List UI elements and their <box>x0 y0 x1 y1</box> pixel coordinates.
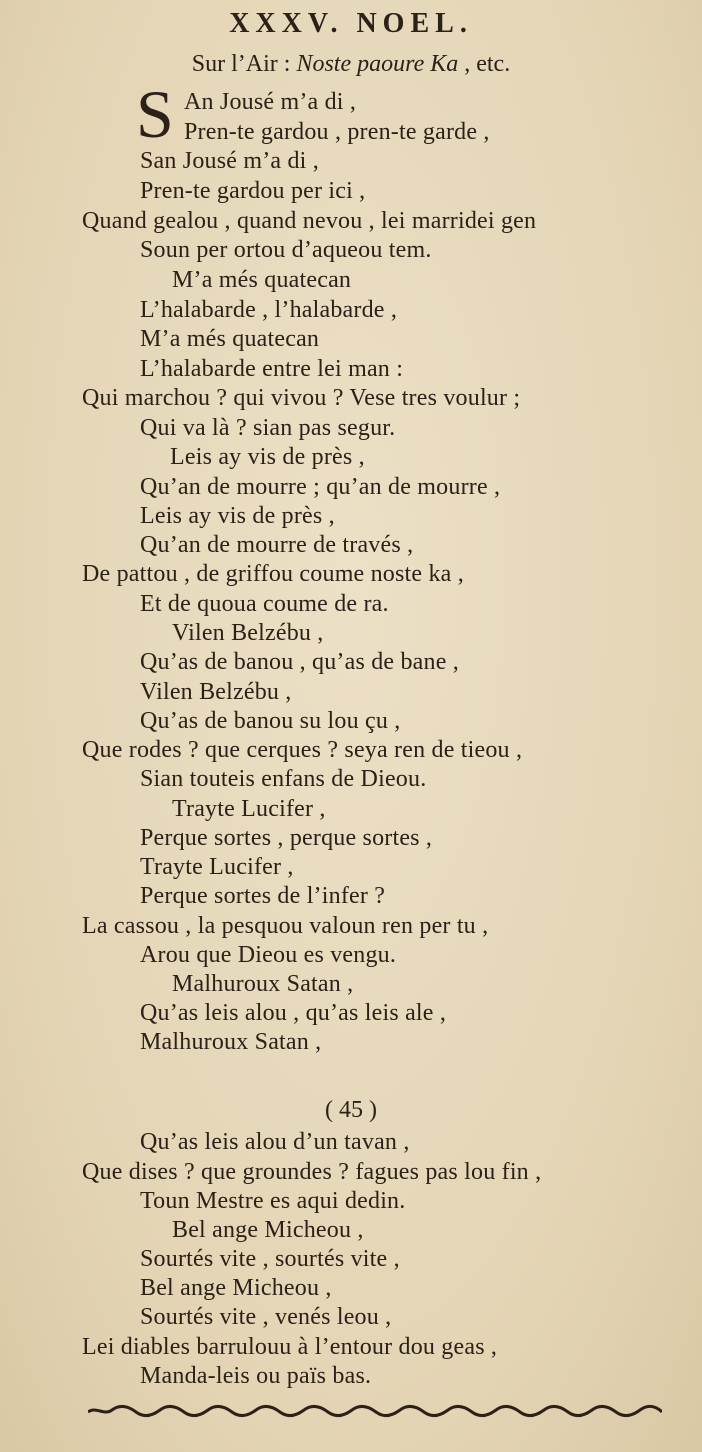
verse-line: De pattou , de griffou coume noste ka , <box>82 561 464 587</box>
verse-line: An Jousé m’a di , <box>184 89 357 115</box>
page-number: ( 45 ) <box>325 1097 377 1123</box>
verse-line: Pren-te gardou , pren-te garde , <box>184 119 490 145</box>
verse-line: San Jousé m’a di , <box>140 148 319 174</box>
verse-line: Qu’as leis alou d’un tavan , <box>140 1129 410 1155</box>
verse-line: Trayte Lucifer , <box>140 854 294 880</box>
verse-line: L’halabarde entre lei man : <box>140 356 404 382</box>
tune-suffix: , etc. <box>458 51 511 77</box>
verse-line: Soun per ortou d’aqueou tem. <box>140 237 432 263</box>
verse-line: Que dises ? que groundes ? fagues pas lou fin , <box>82 1159 542 1185</box>
verse-line: Sian touteis enfans de Dieou. <box>140 766 427 792</box>
verse-line: Qu’as de banou su lou çu , <box>140 708 401 734</box>
verse-line: Qui marchou ? qui vivou ? Vese tres voulur ; <box>82 385 521 411</box>
verse-line: Trayte Lucifer , <box>172 796 326 822</box>
verse-line: Malhuroux Satan , <box>172 971 354 997</box>
verse-line: Qui va là ? sian pas segur. <box>140 415 396 441</box>
verse-line: Sourtés vite , venés leou , <box>140 1304 392 1330</box>
verse-line: Quand gealou , quand nevou , lei marridei gen <box>82 208 537 234</box>
verse-line: Perque sortes de l’infer ? <box>140 883 386 909</box>
verse-line: Bel ange Micheou , <box>172 1217 364 1243</box>
verse-line: Lei diables barrulouu à l’entour dou geas , <box>82 1334 498 1360</box>
verse-line: Toun Mestre es aqui dedin. <box>140 1188 406 1214</box>
tune-line <box>0 50 702 78</box>
tune-prefix: Sur l’Air : <box>191 51 297 77</box>
verse-line: Et de quoua coume de ra. <box>140 591 389 617</box>
verse-line: Leis ay vis de près , <box>170 444 365 470</box>
verse-line: M’a més quatecan <box>140 326 320 352</box>
verse-line: Leis ay vis de près , <box>140 503 335 529</box>
verse-line: Qu’an de mourre ; qu’an de mourre , <box>140 474 501 500</box>
verse-line: M’a més quatecan <box>172 267 352 293</box>
verse-line: Manda-leis ou païs bas. <box>140 1363 372 1389</box>
drop-cap: S <box>136 76 174 152</box>
tune-name: Noste paoure Ka <box>296 51 459 77</box>
verse-line: Vilen Belzébu , <box>172 620 324 646</box>
verse-line: Que rodes ? que cerques ? seya ren de tieou , <box>82 737 523 763</box>
noel-title: XXXV. NOEL. <box>229 8 473 39</box>
verse-line: Pren-te gardou per ici , <box>140 178 366 204</box>
verse-line: Sourtés vite , sourtés vite , <box>140 1246 400 1272</box>
verse-line: Qu’as leis alou , qu’as leis ale , <box>140 1000 447 1026</box>
verse-line: Qu’as de banou , qu’as de bane , <box>140 649 459 675</box>
verse-line: Bel ange Micheou , <box>140 1275 332 1301</box>
verse-line: Arou que Dieou es vengu. <box>140 942 397 968</box>
verse-line: L’halabarde , l’halabarde , <box>140 297 398 323</box>
verse-line: La cassou , la pesquou valoun ren per tu , <box>82 913 489 939</box>
verse-line: Qu’an de mourre de través , <box>140 532 414 558</box>
verse-line: Perque sortes , perque sortes , <box>140 825 433 851</box>
ornamental-rule <box>88 1404 662 1418</box>
verse-line: Malhuroux Satan , <box>140 1029 322 1055</box>
verse-line: Vilen Belzébu , <box>140 679 292 705</box>
